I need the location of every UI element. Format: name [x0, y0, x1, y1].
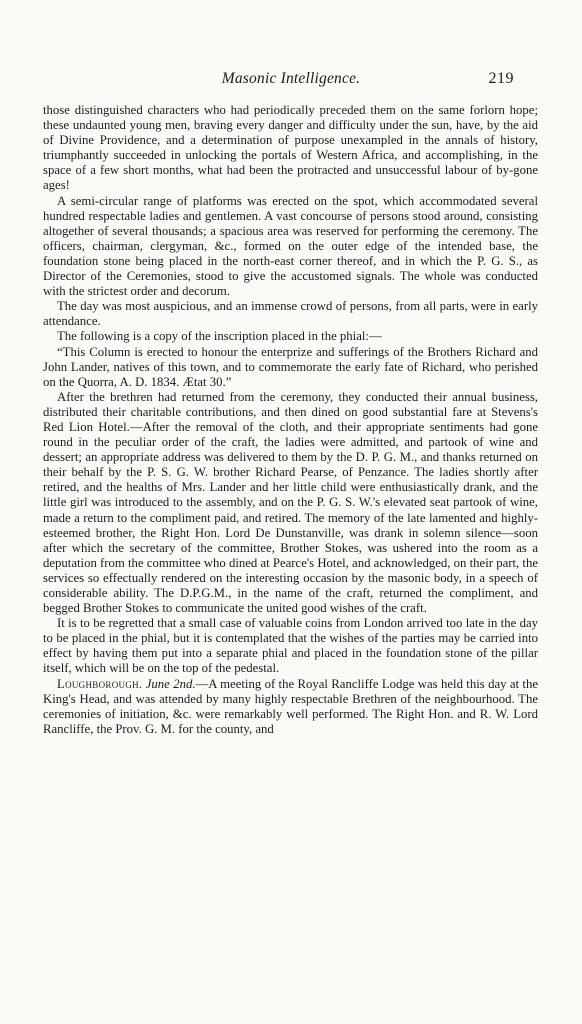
- paragraph-platforms: A semi-circular range of platforms was erected on the spot, which accommodated several hundred respectable ladies and gentlemen. A vast concourse of persons stood around, consisting altogether of several thousands; a spacious area was reserved for performing the ceremony. The officers, chairman, clergyman, &c., formed on the outer edge of the intended base, the foundation stone being placed in the north-east corner thereof, and in which the P. G. S., as Director of the Ceremonies, stood to give the accustomed signals. The whole was conducted with the strictest order and decorum.: [43, 193, 538, 299]
- paragraph-day: The day was most auspicious, and an immense crowd of persons, from all parts, were in early attendance.: [43, 299, 538, 329]
- paragraph-inscription: “This Column is erected to honour the enterprize and sufferings of the Brothers Richard and John Lander, natives of this town, and to commemorate the early fate of Richard, who perished on the Quorra, A. D. 1834. Ætat 30.”: [43, 344, 538, 389]
- paragraph-dinner: After the brethren had returned from the ceremony, they conducted their annual business, distributed their charitable contributions, and then dined on good substantial fare at Stevens's Red Lion Hotel.—After the removal of the cloth, and their appropriate sentiments had gone round in the peculiar order of the craft, the ladies were admitted, and partook of wine and dessert; an appropriate address was delivered to them by the D. P. G. M., and thanks returned on their behalf by the P. S. G. W. brother Richard Pearse, of Penzance. The ladies shortly after retired, and the healths of Mrs. Lander and her little child were enthusiastically drank, and the little girl was introduced to the assembly, and on the P. G. S. W.'s elevated seat partook of wine, made a return to the compliment paid, and retired. The memory of the late lamented and highly-esteemed brother, the Right Hon. Lord De Dunstanville, was drank in solemn silence—soon after which the secretary of the committee, Brother Stokes, was ushered into the room as a deputation from the committee who dined at Pearce's Hotel, and acknowledged, on their part, the services so effectually rendered on the interesting occasion by the masonic body, in a speech of considerable ability. The D.P.G.M., in the name of the craft, returned the compliment, and begged Brother Stokes to communicate the united good wishes of the craft.: [43, 389, 538, 616]
- page-body: [43, 103, 538, 737]
- page-number: 219: [488, 70, 514, 87]
- paragraph-loughborough: [43, 677, 538, 737]
- place-heading: Loughborough.: [57, 676, 143, 691]
- running-title: Masonic Intelligence.: [221, 70, 361, 87]
- paragraph-coins: It is to be regretted that a small case of valuable coins from London arrived too late in the day to be placed in the phial, but it is contemplated that the wishes of the parties may be carried into effect by having them put into a separate phial and placed in the foundation stone of the pillar itself, which will be on the top of the pedestal.: [43, 616, 538, 676]
- paragraph-continued: those distinguished characters who had periodically preceded them on the same forlorn hope; these undaunted young men, braving every danger and difficulty under the sun, have, by the aid of Divine Providence, and a determination of purpose unexampled in the annals of history, triumphantly succeeded in unlocking the portals of Western Africa, and accomplishing, in the space of a few short months, what had been the protracted and unsuccessful labour of by-gone ages!: [43, 103, 538, 193]
- paragraph-text: —A meeting of the Royal Rancliffe Lodge was held this day at the King's Head, and was attended by many highly respectable Brethren of the neighbourhood. The ceremonies of initiation, &c. were remarkably well performed. The Right Hon. and R. W. Lord Rancliffe, the Prov. G. M. for the county, and: [43, 676, 539, 736]
- paragraph-inscription-intro: The following is a copy of the inscription placed in the phial:—: [57, 329, 382, 344]
- date-heading: June 2nd.: [145, 676, 196, 691]
- page-header: [0, 70, 582, 92]
